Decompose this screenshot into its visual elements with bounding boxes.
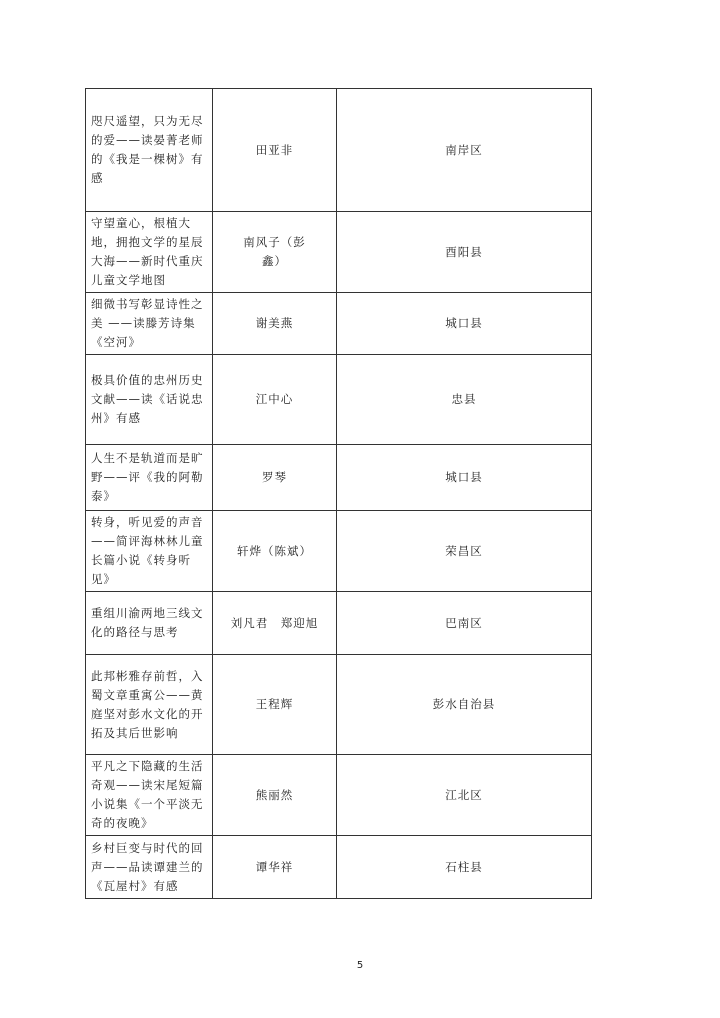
- district-cell: 城口县: [337, 445, 592, 511]
- work-title-cell: 平凡之下隐藏的生活奇观——读宋尾短篇小说集《一个平淡无奇的夜晚》: [86, 755, 213, 836]
- author-cell: 刘凡君 郑迎旭: [213, 592, 337, 655]
- work-title-cell: 细微书写彰显诗性之美 ——读滕芳诗集《空河》: [86, 293, 213, 355]
- author-cell: 王程辉: [213, 655, 337, 755]
- works-table: [85, 88, 592, 899]
- district-cell: 荣昌区: [337, 511, 592, 592]
- table-row: [86, 655, 592, 755]
- district-cell: 酉阳县: [337, 212, 592, 293]
- author-cell: 轩烨（陈斌）: [213, 511, 337, 592]
- author-cell: 罗琴: [213, 445, 337, 511]
- work-title-cell: 转身，听见爱的声音——简评海林林儿童长篇小说《转身听见》: [86, 511, 213, 592]
- district-cell: 南岸区: [337, 89, 592, 212]
- table-row: [86, 89, 592, 212]
- author-cell: [213, 212, 337, 293]
- work-title-cell: 此邦彬雅存前哲，入蜀文章重寓公——黄庭坚对彭水文化的开拓及其后世影响: [86, 655, 213, 755]
- author-cell: 谢美燕: [213, 293, 337, 355]
- author-name: 南风子（彭鑫）: [243, 235, 306, 268]
- table-row: [86, 755, 592, 836]
- district-cell: 石柱县: [337, 836, 592, 899]
- work-title-cell: 咫尺遥望，只为无尽的爱——读晏菁老师的《我是一棵树》有感: [86, 89, 213, 212]
- district-cell: 彭水自治县: [337, 655, 592, 755]
- author-cell: 江中心: [213, 355, 337, 445]
- district-cell: 巴南区: [337, 592, 592, 655]
- author-cell: 田亚非: [213, 89, 337, 212]
- work-title-cell: 人生不是轨道而是旷野——评《我的阿勒泰》: [86, 445, 213, 511]
- table-row: [86, 355, 592, 445]
- district-cell: 城口县: [337, 293, 592, 355]
- page-number: 5: [356, 960, 364, 971]
- author-cell: 熊丽然: [213, 755, 337, 836]
- work-title-cell: 乡村巨变与时代的回声——品读谭建兰的《瓦屋村》有感: [86, 836, 213, 899]
- table-row: [86, 592, 592, 655]
- table-row: [86, 212, 592, 293]
- work-title-cell: 守望童心，根植大地，拥抱文学的星辰大海——新时代重庆儿童文学地图: [86, 212, 213, 293]
- work-title-cell: 极具价值的忠州历史文献——读《话说忠州》有感: [86, 355, 213, 445]
- work-title-cell: 重组川渝两地三线文化的路径与思考: [86, 592, 213, 655]
- district-cell: 江北区: [337, 755, 592, 836]
- table-row: [86, 445, 592, 511]
- table-row: [86, 511, 592, 592]
- district-cell: 忠县: [337, 355, 592, 445]
- table-row: [86, 293, 592, 355]
- table-row: [86, 836, 592, 899]
- author-cell: 谭华祥: [213, 836, 337, 899]
